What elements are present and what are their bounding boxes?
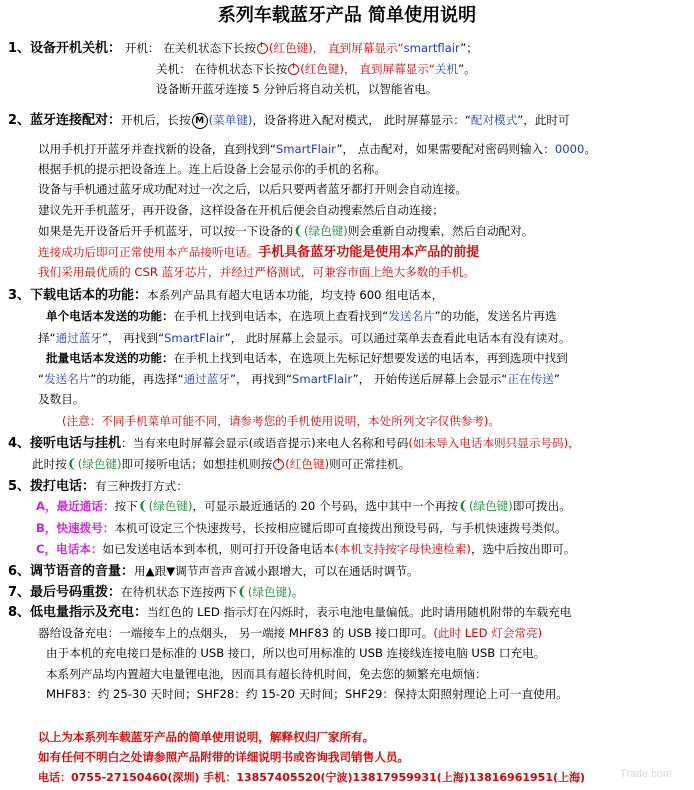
pairing-text-4: 以用手机打开蓝牙并查找新的设备，直到找到“ [38, 142, 276, 156]
single-send-text-2: ”的功能，发送名片再选 [434, 309, 557, 323]
power-on-text: 开机： 在关机状态下长按 [124, 41, 256, 55]
device-name: SmartFlair [292, 372, 353, 386]
screen-transferring: 正在传送 [507, 372, 554, 386]
led-note: (此时 LED 灯会常亮) [433, 626, 543, 640]
menu-key-icon: M [192, 113, 208, 129]
phonebook-label: C，电话本： [36, 542, 103, 556]
volume-down-icon: ▼ [166, 564, 176, 578]
letter-search-note: (本机支持按字母快速检索) [334, 542, 471, 556]
section-8-line-1 [8, 604, 571, 621]
power-red-key-icon [288, 64, 299, 75]
section-5-line-1 [8, 478, 188, 495]
section-1-heading: 1、设备开机关机： [8, 41, 122, 56]
single-send-heading: 单个电话本发送的功能： [46, 309, 174, 323]
section-4-heading: 4、接听电话与挂机 [8, 436, 122, 451]
power-off-end: ”。 [458, 62, 476, 76]
dial-intro: 有三种拨打方式： [95, 479, 188, 493]
section-3-line-5 [38, 371, 560, 388]
send-card-option: 发送名片 [44, 372, 91, 386]
section-5-heading: 5、拨打电话： [8, 479, 96, 494]
low-battery-text: 当红色的 LED 指示灯在闪烁时，表示电池电量偏低。此时请用随机附带的车载充电 [147, 605, 572, 619]
t: ，选中后按出即可。 [470, 542, 576, 556]
incoming-call-text: ：当有来电时屏幕会显示(或语音提示)来电人名称和号码 [121, 436, 409, 450]
recent-calls-label: A，最近通话： [36, 499, 115, 513]
section-3-line-1 [8, 287, 443, 304]
t: 即可接听电话；如想挂机则按 [121, 457, 273, 471]
t: 择“ [38, 331, 56, 345]
t: ”， 开始传送后屏幕上会显示“ [352, 372, 508, 386]
footer-phones: 电话：0755-27150460(深圳) 手机：13857405520(宁波)13817959931(上海)13816961951(上海) [38, 771, 586, 784]
reconnect-text-2: 则会重新自动搜索，然后自动配对。 [347, 224, 534, 238]
dial-option-c [36, 541, 575, 558]
dial-option-b [36, 520, 567, 537]
single-send-text: 在手机上找到电话本，在选项上查看找到“ [173, 309, 389, 323]
section-2-line-5: 建议先开手机蓝牙，再开设备，这样设备在开机后便会自动搜索然后自动连接； [38, 203, 444, 217]
call-green-key-icon: ❨ [237, 585, 248, 600]
section-2-line-7 [38, 244, 479, 261]
document-title: 系列车载蓝牙产品 简单使用说明 [217, 5, 477, 26]
t: 如已发送电话本到本机，则可打开设备电话本 [102, 542, 335, 556]
section-2-line-4: 设备与手机通过蓝牙成功配对过一次之后，以后只要两者蓝牙都打开则会自动连接。 [38, 182, 467, 196]
call-green-key-icon: ❨ [458, 499, 469, 514]
t: “ [38, 372, 45, 386]
green-key-label: (绿色键) [468, 499, 513, 513]
charging-text: 器给设备充电：一端接车上的点烟头， 另一端接 MHF83 的 USB 接口即可。 [38, 626, 434, 640]
t: 调节声音声音减小跟增大，可以在通话时调节。 [175, 564, 419, 578]
t: 在待机状态下连按两下 [121, 585, 237, 599]
section-8-line-3: 由于本机的充电接口是标准的 USB 接口，所以也可用标准的 USB 连接线连接电脑 USB 口充电。 [46, 646, 546, 660]
green-key-label: (绿色键) [148, 499, 193, 513]
phonebook-intro: 本系列产品具有超大电话本功能，均支持 600 组电话本， [147, 288, 444, 302]
power-red-key-icon [257, 43, 268, 54]
section-2-heading: 2、蓝牙连接配对： [8, 113, 122, 128]
section-4-line-1 [8, 435, 580, 452]
section-2-line-2 [38, 141, 596, 158]
speed-dial-label: B，快速拨号： [36, 521, 115, 535]
watermark: Trade.com [619, 768, 672, 780]
section-3-line-6: 及数目。 [38, 392, 85, 406]
section-3-line-4 [46, 350, 568, 367]
section-2-line-3: 根据手机的提示把设备连上。连上后设备上会显示你的手机的名称。 [38, 162, 386, 176]
t: 则可正常挂机。 [329, 457, 411, 471]
section-2-line-6 [38, 223, 533, 240]
section-4-line-2 [32, 456, 410, 473]
section-6 [8, 563, 419, 580]
screen-shutdown: 关机 [434, 62, 459, 76]
section-3-heading: 3、下载电话本的功能： [8, 288, 148, 303]
pairing-text-6: 。 [584, 142, 596, 156]
section-3-note: (注意：不同手机菜单可能不同，请参考您的手机使用说明，本处所列文字仅供参考)。 [62, 414, 501, 428]
t: ”， 再找到“ [229, 372, 293, 386]
prerequisite-note: 手机具备蓝牙功能是使用本产品的前提 [258, 245, 480, 260]
via-bluetooth-option: 通过蓝牙 [183, 372, 230, 386]
section-8-line-5: MHF83：约 25-30 天时间；SHF28：约 15-20 天时间；SHF29：保持太阳照射理论上可一直使用。 [46, 687, 568, 701]
section-1 [8, 40, 478, 57]
t: ，可显示最近通话的 20 个号码，选中其中一个再按 [192, 499, 459, 513]
call-green-key-icon: ❨ [137, 499, 149, 514]
section-3-line-3 [38, 330, 571, 347]
section-8-heading: 8、低电量指示及充电： [8, 605, 148, 620]
section-7 [8, 584, 303, 601]
green-key-label: (绿色键) [247, 585, 292, 599]
batch-send-text: 在手机上找到电话本，在选项上先标记好想要发送的电话本，再到选项中找到 [173, 351, 568, 365]
t: 即可拨出。 [512, 499, 571, 513]
t: ”， 此时屏幕上会显示。可以通过菜单去查看此电话本有没有读对。 [224, 331, 571, 345]
incoming-call-note: (如未导入电话本则只显示号码)， [408, 436, 580, 450]
power-off-text: 关机： 在待机状态下长按 [156, 62, 288, 76]
pairing-text-3: ”，此时可 [517, 113, 570, 127]
section-8-line-2 [38, 625, 542, 642]
power-on-text-2: (红色键)， 直到屏幕显示“ [268, 41, 404, 55]
call-green-key-icon: ❨ [66, 457, 78, 472]
connected-note: 连接成功后即可正常使用本产品接听电话。 [38, 245, 259, 259]
power-off-text-2: (红色键)， 直到屏幕显示“ [300, 62, 435, 76]
t: 跟 [154, 564, 167, 578]
section-2-line-8: 我们采用最优质的 CSR 蓝牙芯片，并经过严格测试，可兼容市面上绝大多数的手机。 [38, 265, 475, 279]
footer-contact-note: 如有任何不明白之处请参照产品附带的详细说明书或咨询我司销售人员。 [38, 750, 410, 764]
section-3-line-2 [46, 308, 557, 325]
reconnect-text: 如果是先开设备后开手机蓝牙，可以按一下设备的 [38, 224, 294, 238]
footer-rights: 以上为本系列车载蓝牙产品的简单使用说明，解释权归厂家所有。 [38, 730, 375, 744]
menu-key-label: (菜单键) [208, 113, 253, 127]
t: 本机可设定三个快速拨号，长按相应键后即可直接拨出预设号码，与手机快速拨号类似。 [114, 521, 567, 535]
green-key-label: (绿色键) [77, 457, 122, 471]
device-name: SmartFlair [275, 142, 337, 156]
section-8-line-4: 本系列产品均内置超大电量锂电池，因而具有超长待机时间，免去您的频繁充电烦恼： [46, 667, 487, 681]
pairing-text-2: ，设备将进入配对模式， 此时屏幕显示：“ [252, 113, 471, 127]
section-6-heading: 6、调节语音的音量： [8, 564, 135, 579]
pairing-text: 开机后，长按 [121, 113, 191, 127]
power-on-end: ”； [460, 41, 478, 55]
power-off-line [156, 61, 476, 78]
dial-option-a [36, 498, 571, 515]
t: ” [553, 372, 560, 386]
call-green-key-icon: ❨ [293, 224, 304, 239]
t: ”的功能，再选择“ [90, 372, 184, 386]
section-2-line-1 [8, 112, 570, 129]
t: ”， 再找到“ [102, 331, 165, 345]
red-key-label: (红色键) [285, 457, 330, 471]
pairing-text-5: ”， 点击配对，如果需要配对密码则输入： [336, 142, 555, 156]
auto-shutdown-line: 设备断开蓝牙连接 5 分钟后将自动关机，以智能省电。 [156, 82, 438, 96]
power-red-key-icon [273, 459, 284, 470]
screen-pair-mode: 配对模式 [470, 113, 518, 127]
t: 此时按 [32, 457, 67, 471]
pairing-code: 0000 [554, 142, 585, 156]
batch-send-heading: 批量电话本发送的功能： [46, 351, 174, 365]
via-bluetooth-option: 通过蓝牙 [55, 331, 102, 345]
screen-smartflair: smartflair [403, 41, 461, 55]
t: 按下 [114, 499, 138, 513]
volume-up-icon: ▲ [145, 564, 155, 578]
send-card-option: 发送名片 [388, 309, 435, 323]
section-7-heading: 7、最后号码重拨： [8, 585, 122, 600]
device-name: SmartFlair [164, 331, 225, 345]
t: 。 [291, 585, 304, 599]
t: 用 [134, 564, 146, 578]
green-key-label: (绿色键) [303, 224, 348, 238]
